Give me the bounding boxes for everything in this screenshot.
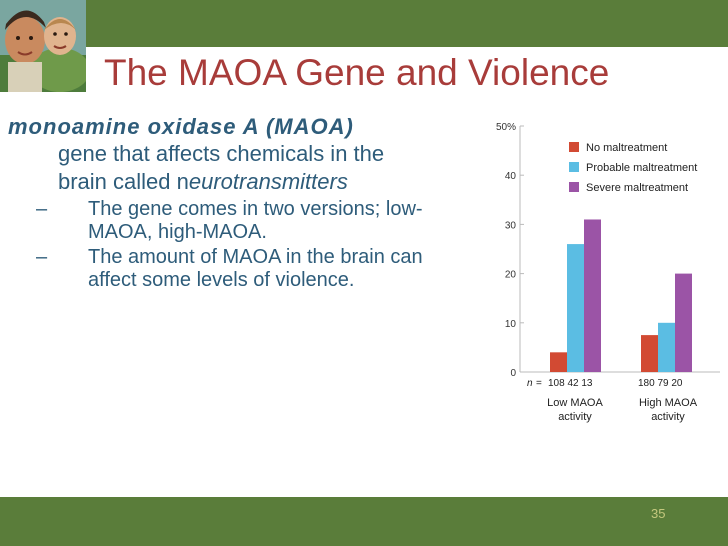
bullet-dash: – [36, 198, 48, 220]
n-prefix: n [527, 378, 533, 389]
y-tick-label: 10 [504, 318, 516, 330]
bar [675, 274, 692, 372]
x-category-label: activity [558, 411, 592, 423]
top-band [0, 0, 728, 47]
slide-body [8, 114, 478, 294]
neurotransmitters-term: eurotransmitters [188, 169, 348, 194]
bar [567, 244, 584, 372]
legend-label: No maltreatment [586, 142, 668, 154]
y-tick-label: 0 [510, 368, 516, 379]
legend-label: Severe maltreatment [586, 182, 689, 194]
n-values: 108 42 13 [548, 378, 593, 389]
bullet-list [8, 198, 478, 292]
definition-line-2-prefix: brain called n [58, 169, 189, 194]
x-category-label: High MAOA [638, 397, 698, 409]
n-equals: = [536, 378, 542, 389]
bar [641, 335, 658, 372]
page-number: 35 [651, 506, 666, 521]
bullet-item [36, 198, 478, 244]
bar [584, 219, 601, 372]
x-category-label: activity [651, 411, 685, 423]
bullet-text: The amount of MAOA in the brain can affect some levels of violence. [88, 246, 423, 291]
n-values: 180 79 20 [638, 378, 683, 389]
y-tick-label: 50% [495, 122, 516, 133]
y-tick-label: 30 [504, 220, 516, 232]
maoa-bar-chart [488, 118, 720, 430]
bottom-band [0, 497, 728, 546]
bullet-text: The gene comes in two versions; low-MAOA, high-MAOA. [88, 198, 423, 243]
bar [550, 352, 567, 372]
legend-swatch [569, 162, 579, 172]
legend-swatch [569, 182, 579, 192]
bullet-item [36, 246, 478, 292]
maoa-term: monoamine oxidase A (MAOA) [8, 114, 354, 139]
children-photo [0, 0, 86, 92]
y-tick-label: 20 [504, 269, 516, 281]
x-category-label: Low MAOA [547, 397, 603, 409]
y-tick-label: 40 [504, 171, 516, 183]
bullet-dash: – [36, 246, 48, 268]
slide-title: The MAOA Gene and Violence [104, 52, 610, 93]
legend-swatch [569, 142, 579, 152]
legend-label: Probable maltreatment [586, 162, 698, 174]
bar [658, 323, 675, 372]
definition-line-1: gene that affects chemicals in the [58, 141, 385, 166]
definition-line-2 [8, 168, 478, 196]
